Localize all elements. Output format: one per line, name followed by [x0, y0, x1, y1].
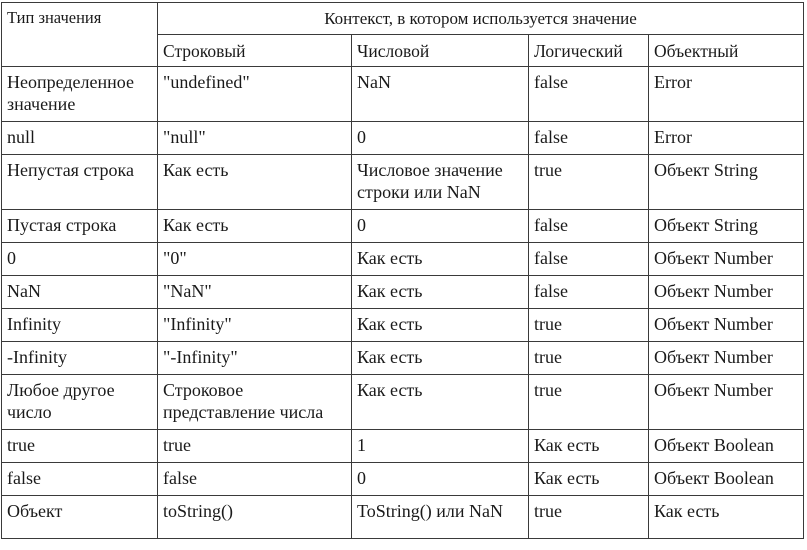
cell-object: Error: [649, 122, 804, 155]
table-row: [2, 155, 804, 210]
cell-boolean: false: [529, 67, 649, 122]
cell-type: 0: [2, 243, 158, 276]
table-row: [2, 276, 804, 309]
cell-type: Объект: [2, 496, 158, 539]
cell-number: 0: [352, 463, 529, 496]
cell-number: Как есть: [352, 276, 529, 309]
cell-type: true: [2, 430, 158, 463]
cell-string: false: [158, 463, 352, 496]
table-row: [2, 342, 804, 375]
cell-string: "null": [158, 122, 352, 155]
col-header-object: Объектный: [649, 35, 804, 67]
cell-type: Неопределенное значение: [2, 67, 158, 122]
col-header-number: Числовой: [352, 35, 529, 67]
cell-object: Объект String: [649, 210, 804, 243]
cell-object: Объект Number: [649, 375, 804, 430]
cell-type: Любое другое число: [2, 375, 158, 430]
cell-type: Непустая строка: [2, 155, 158, 210]
cell-boolean: true: [529, 375, 649, 430]
cell-boolean: Как есть: [529, 463, 649, 496]
cell-boolean: true: [529, 309, 649, 342]
cell-object: Объект Number: [649, 276, 804, 309]
type-header: Тип значения: [2, 3, 158, 67]
type-conversion-table: [1, 2, 804, 539]
cell-number: Как есть: [352, 375, 529, 430]
cell-string: toString(): [158, 496, 352, 539]
cell-string: "-Infinity": [158, 342, 352, 375]
cell-string: Как есть: [158, 210, 352, 243]
cell-boolean: true: [529, 155, 649, 210]
cell-boolean: false: [529, 243, 649, 276]
table-row: [2, 122, 804, 155]
cell-object: Объект Number: [649, 243, 804, 276]
cell-type: Infinity: [2, 309, 158, 342]
table-row: [2, 243, 804, 276]
table-row: [2, 375, 804, 430]
cell-type: Пустая строка: [2, 210, 158, 243]
cell-type: null: [2, 122, 158, 155]
header-row-1: [2, 3, 804, 35]
table-row: [2, 496, 804, 539]
table-row: [2, 463, 804, 496]
col-header-boolean: Логический: [529, 35, 649, 67]
table-row: [2, 430, 804, 463]
cell-object: Как есть: [649, 496, 804, 539]
cell-boolean: Как есть: [529, 430, 649, 463]
cell-number: 0: [352, 122, 529, 155]
table-row: [2, 309, 804, 342]
cell-string: "undefined": [158, 67, 352, 122]
cell-type: false: [2, 463, 158, 496]
cell-object: Error: [649, 67, 804, 122]
cell-boolean: true: [529, 342, 649, 375]
cell-object: Объект Boolean: [649, 430, 804, 463]
cell-boolean: true: [529, 496, 649, 539]
cell-string: true: [158, 430, 352, 463]
cell-string: Как есть: [158, 155, 352, 210]
table-row: [2, 210, 804, 243]
cell-type: -Infinity: [2, 342, 158, 375]
cell-string: "NaN": [158, 276, 352, 309]
cell-number: Числовое значение строки или NaN: [352, 155, 529, 210]
cell-string: "Infinity": [158, 309, 352, 342]
cell-string: Строковое представление числа: [158, 375, 352, 430]
cell-object: Объект Boolean: [649, 463, 804, 496]
cell-boolean: false: [529, 122, 649, 155]
cell-number: 0: [352, 210, 529, 243]
cell-number: Как есть: [352, 243, 529, 276]
cell-number: Как есть: [352, 309, 529, 342]
cell-number: Как есть: [352, 342, 529, 375]
table-row: [2, 67, 804, 122]
cell-object: Объект Number: [649, 309, 804, 342]
cell-number: ToString() или NaN: [352, 496, 529, 539]
cell-boolean: false: [529, 276, 649, 309]
cell-object: Объект String: [649, 155, 804, 210]
cell-boolean: false: [529, 210, 649, 243]
cell-string: "0": [158, 243, 352, 276]
cell-type: NaN: [2, 276, 158, 309]
cell-number: NaN: [352, 67, 529, 122]
col-header-string: Строковый: [158, 35, 352, 67]
cell-number: 1: [352, 430, 529, 463]
cell-object: Объект Number: [649, 342, 804, 375]
context-header: Контекст, в котором используется значение: [158, 3, 804, 35]
